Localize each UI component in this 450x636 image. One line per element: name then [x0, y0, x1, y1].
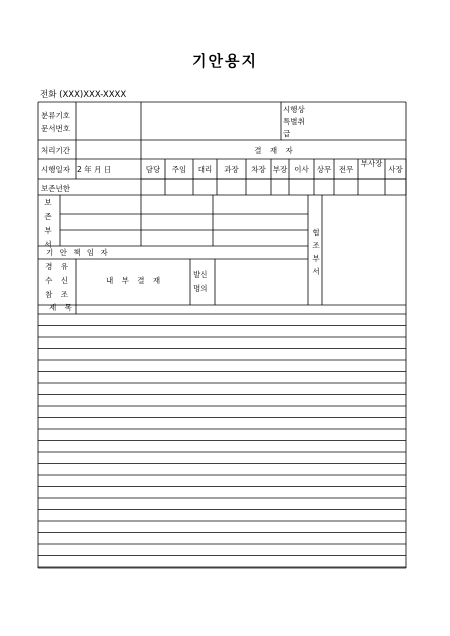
approver-3: 대리	[197, 165, 213, 174]
approver-5: 차장	[251, 165, 266, 174]
via-label: 경 유	[45, 262, 71, 271]
drafter-label: 기 안 책 임 자	[46, 248, 110, 257]
approver-4: 과장	[224, 165, 239, 174]
reference-label: 참 조	[45, 290, 71, 299]
special-handling-label: 시행상 특별취급	[283, 105, 305, 138]
phone-number: 전화 (XXX)XXX-XXXX	[40, 90, 127, 100]
effective-date-label: 시행일자	[41, 165, 70, 174]
approval-label: 결 재 자	[254, 146, 296, 155]
approver-10: 부사장	[360, 159, 383, 168]
recipient-label: 수 신	[45, 276, 71, 285]
date-format: 2 年 月 日	[77, 165, 112, 174]
approver-11: 사장	[388, 165, 403, 174]
form-title: 기안용지	[192, 52, 258, 70]
cooperation-dept-label: 협조부서	[312, 228, 320, 276]
retention-label: 보존년한	[41, 184, 70, 193]
approver-2: 주임	[171, 165, 187, 174]
doc-number-label: 문서번호	[41, 124, 70, 133]
subject-label: 제 목	[49, 303, 75, 312]
approver-6: 부장	[272, 165, 288, 174]
preservation-dept-label: 보존부서	[44, 198, 52, 249]
issuing-name-label: 발신명의	[193, 270, 208, 293]
approver-1: 담당	[145, 165, 161, 174]
approver-7: 이사	[294, 165, 309, 174]
approver-8: 상무	[316, 165, 332, 174]
approver-9: 전무	[338, 165, 354, 174]
class-code-label: 분류기호	[41, 111, 70, 120]
processing-period-label: 처리기간	[41, 146, 70, 155]
internal-approval-label: 내 부 결 재	[106, 276, 164, 285]
